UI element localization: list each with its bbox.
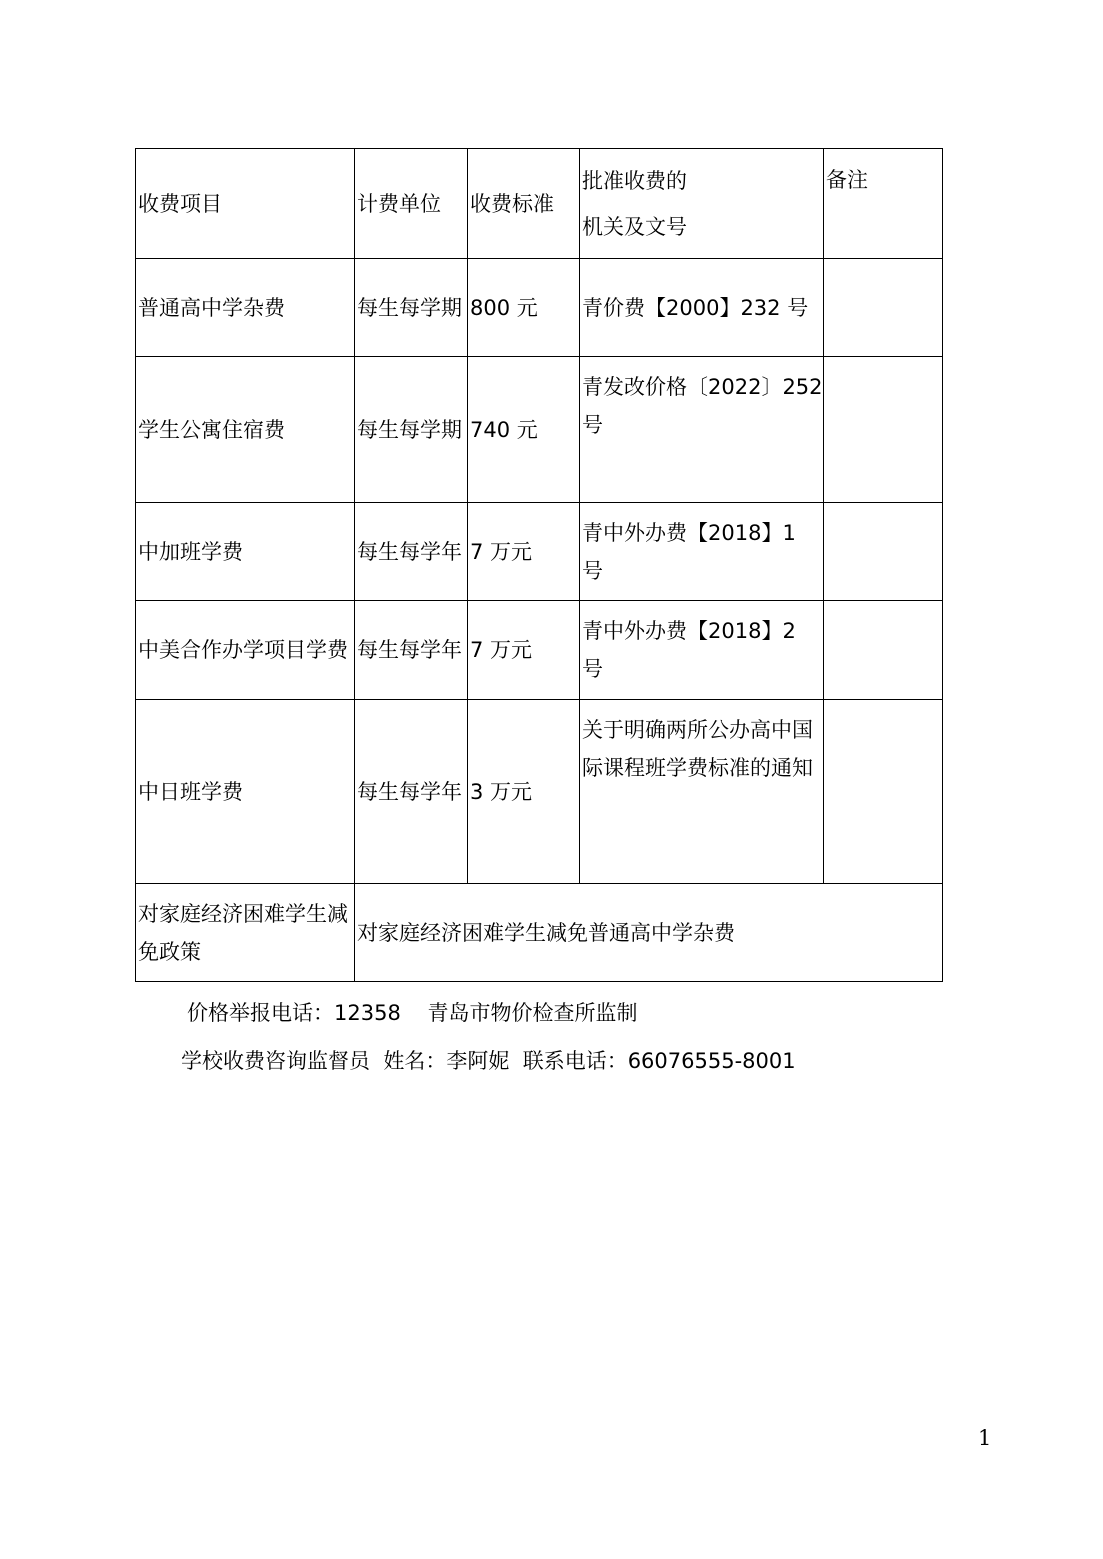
row-authority: 青中外办费【2018】2 号	[580, 601, 824, 700]
page-number: 1	[978, 1426, 992, 1450]
header-authority-line1: 批准收费的	[582, 168, 687, 193]
table-header-row	[136, 149, 943, 259]
row-unit: 每生每学年	[355, 503, 468, 601]
row-remark	[824, 503, 943, 601]
row-item: 中美合作办学项目学费	[136, 601, 355, 700]
header-authority	[580, 149, 824, 259]
row-item: 中加班学费	[136, 503, 355, 601]
policy-content: 对家庭经济困难学生减免普通高中学杂费	[355, 884, 943, 982]
table-row	[136, 700, 943, 884]
row-remark	[824, 357, 943, 503]
row-unit: 每生每学年	[355, 700, 468, 884]
row-unit: 每生每学年	[355, 601, 468, 700]
policy-row	[136, 884, 943, 982]
row-item: 普通高中学杂费	[136, 259, 355, 357]
row-remark	[824, 259, 943, 357]
row-unit: 每生每学期	[355, 259, 468, 357]
table-row	[136, 259, 943, 357]
header-unit: 计费单位	[355, 149, 468, 259]
row-authority: 关于明确两所公办高中国际课程班学费标准的通知	[580, 700, 824, 884]
table-row	[136, 601, 943, 700]
row-standard: 740 元	[468, 357, 580, 503]
row-unit: 每生每学期	[355, 357, 468, 503]
header-remark: 备注	[824, 149, 943, 259]
row-standard: 7 万元	[468, 601, 580, 700]
row-authority: 青中外办费【2018】1 号	[580, 503, 824, 601]
row-item: 学生公寓住宿费	[136, 357, 355, 503]
row-standard: 3 万元	[468, 700, 580, 884]
header-standard: 收费标准	[468, 149, 580, 259]
row-item: 中日班学费	[136, 700, 355, 884]
supervisor-line: 学校收费咨询监督员 姓名：李阿妮 联系电话：66076555-8001	[181, 1049, 796, 1073]
price-report-line: 价格举报电话：12358 青岛市物价检查所监制	[187, 1001, 638, 1025]
table-row	[136, 357, 943, 503]
policy-label: 对家庭经济困难学生减免政策	[136, 884, 355, 982]
header-authority-line2: 机关及文号	[582, 214, 687, 239]
fee-table	[135, 148, 943, 982]
row-standard: 7 万元	[468, 503, 580, 601]
row-remark	[824, 700, 943, 884]
row-remark	[824, 601, 943, 700]
header-item: 收费项目	[136, 149, 355, 259]
row-authority: 青价费【2000】232 号	[580, 259, 824, 357]
row-authority: 青发改价格〔2022〕252 号	[580, 357, 824, 503]
row-standard: 800 元	[468, 259, 580, 357]
table-row	[136, 503, 943, 601]
